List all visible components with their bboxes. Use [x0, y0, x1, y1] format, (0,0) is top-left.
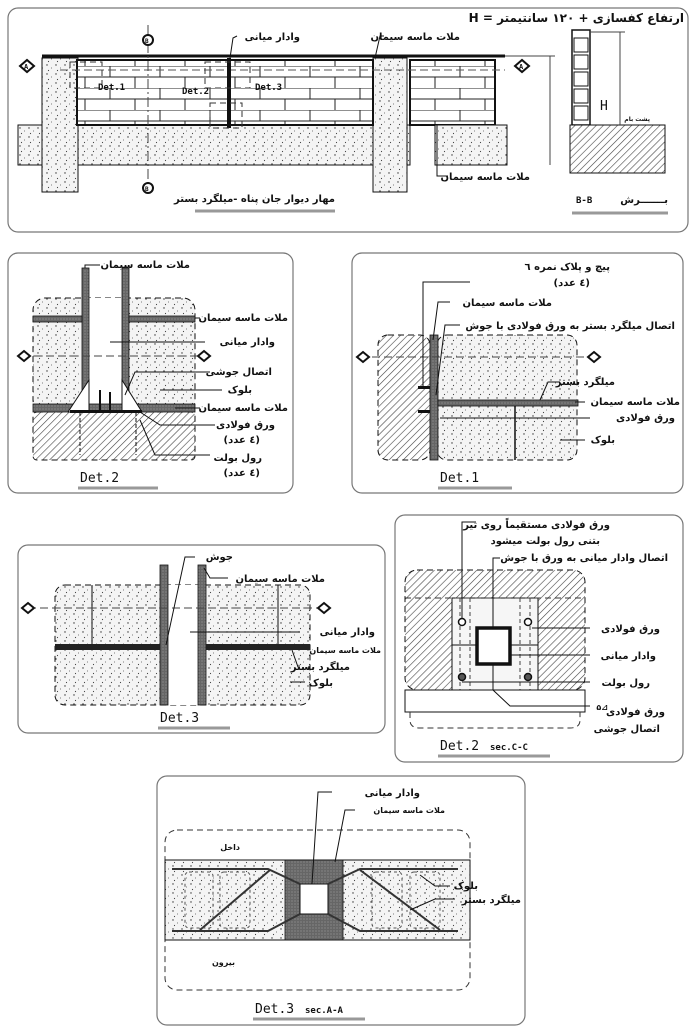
elevation-panel [8, 8, 688, 232]
label: وادار میانی [319, 627, 375, 638]
label: ملات ماسه سیمان [100, 260, 190, 271]
label: ورق فولادی [606, 707, 665, 718]
label: (٤ عدد) [553, 278, 590, 289]
label: ملات ماسه سیمان [309, 646, 381, 655]
label: اتصال وادار میانی به ورق با جوش [500, 553, 668, 564]
label: میلگرد بستر [290, 662, 350, 673]
det3-title: Det.3 [160, 711, 200, 726]
elevation-caption: مهار دیوار جان پناه -میلگرد بستر [174, 194, 335, 205]
det3-panel [18, 545, 385, 733]
label: (٤ عدد) [223, 468, 260, 479]
label: بلوک [453, 881, 478, 892]
label: وادار میانی [600, 651, 656, 662]
label: داخل [220, 843, 240, 852]
label: Det.3 [255, 83, 283, 93]
label: رول بولت [601, 678, 650, 689]
label: میلگرد بستر [461, 895, 521, 906]
section-marker-b-bottom [143, 183, 153, 193]
label: A [519, 63, 524, 71]
beam-right [435, 125, 507, 165]
label: ورق فولادی [601, 624, 660, 635]
label: ملات ماسه سیمان [373, 806, 445, 815]
label: sec.A-A [305, 1006, 343, 1016]
label: B [145, 186, 149, 193]
det1-panel [352, 253, 683, 493]
label: وادار میانی [219, 337, 275, 348]
label: اتصال میلگرد بستر به ورق فولادی با جوش [465, 321, 675, 332]
det2-title: Det.2 [80, 471, 120, 486]
label: ورق فولادی [616, 413, 675, 424]
label: ورق فولادی مستقیماً روی تیر [463, 520, 610, 531]
label: ملات ماسه سیمان [198, 403, 288, 414]
det1-title: Det.1 [440, 471, 480, 486]
label: B [145, 38, 149, 45]
label: ملات ماسه سیمان [235, 574, 325, 585]
label-mortar-top: ملات ماسه سیمان [370, 32, 460, 43]
label: بلوک [227, 385, 252, 396]
label: جوش [205, 552, 233, 563]
label: Det.1 [98, 83, 126, 93]
label: sec.C-C [490, 743, 528, 753]
label: رول بولت [213, 453, 262, 464]
det2-cc-panel [395, 515, 683, 762]
label: وادار میانی [364, 788, 420, 799]
label: (٤ عدد) [223, 435, 260, 446]
label: ⊿۵ [596, 703, 608, 712]
label: ملات ماسه سیمان [462, 298, 552, 309]
det3-aa-title: Det.3 [255, 1002, 295, 1017]
label: ملات ماسه سیمان [590, 397, 680, 408]
label: بیرون [211, 958, 235, 967]
label: بلوک [590, 435, 615, 446]
label: اتصال جوشی [205, 367, 272, 378]
det2-panel [8, 253, 293, 493]
label: اتصال جوشی [593, 724, 660, 735]
section-marker-b-top [143, 35, 153, 45]
label: پشت بام [624, 116, 650, 123]
column-middle [373, 58, 407, 192]
label: B-B [576, 196, 593, 206]
label: بلوک [308, 678, 333, 689]
label: ملات ماسه سیمان [198, 313, 288, 324]
label-mortar-bottom: ملات ماسه سیمان [440, 172, 530, 183]
label: ورق فولادی [216, 420, 275, 431]
label: A [24, 63, 29, 71]
label: بـــــــرش [620, 195, 668, 206]
column-left [42, 58, 78, 192]
middle-post-tube [477, 628, 510, 664]
height-note: ارتفاع کفسازی + ۱۲۰ سانتیمتر = H [468, 11, 684, 25]
label: Det.2 [182, 87, 210, 97]
label: پیچ و پلاک نمره ٦ [524, 262, 610, 273]
label: H [600, 99, 608, 114]
middle-post [227, 58, 231, 128]
label: میلگرد بستر [555, 377, 615, 388]
label-middle-post: وادار میانی [244, 32, 300, 43]
det3-aa-panel [157, 776, 525, 1025]
det2-cc-title: Det.2 [440, 739, 480, 754]
label: بتنی رول بولت میشود [490, 536, 600, 547]
